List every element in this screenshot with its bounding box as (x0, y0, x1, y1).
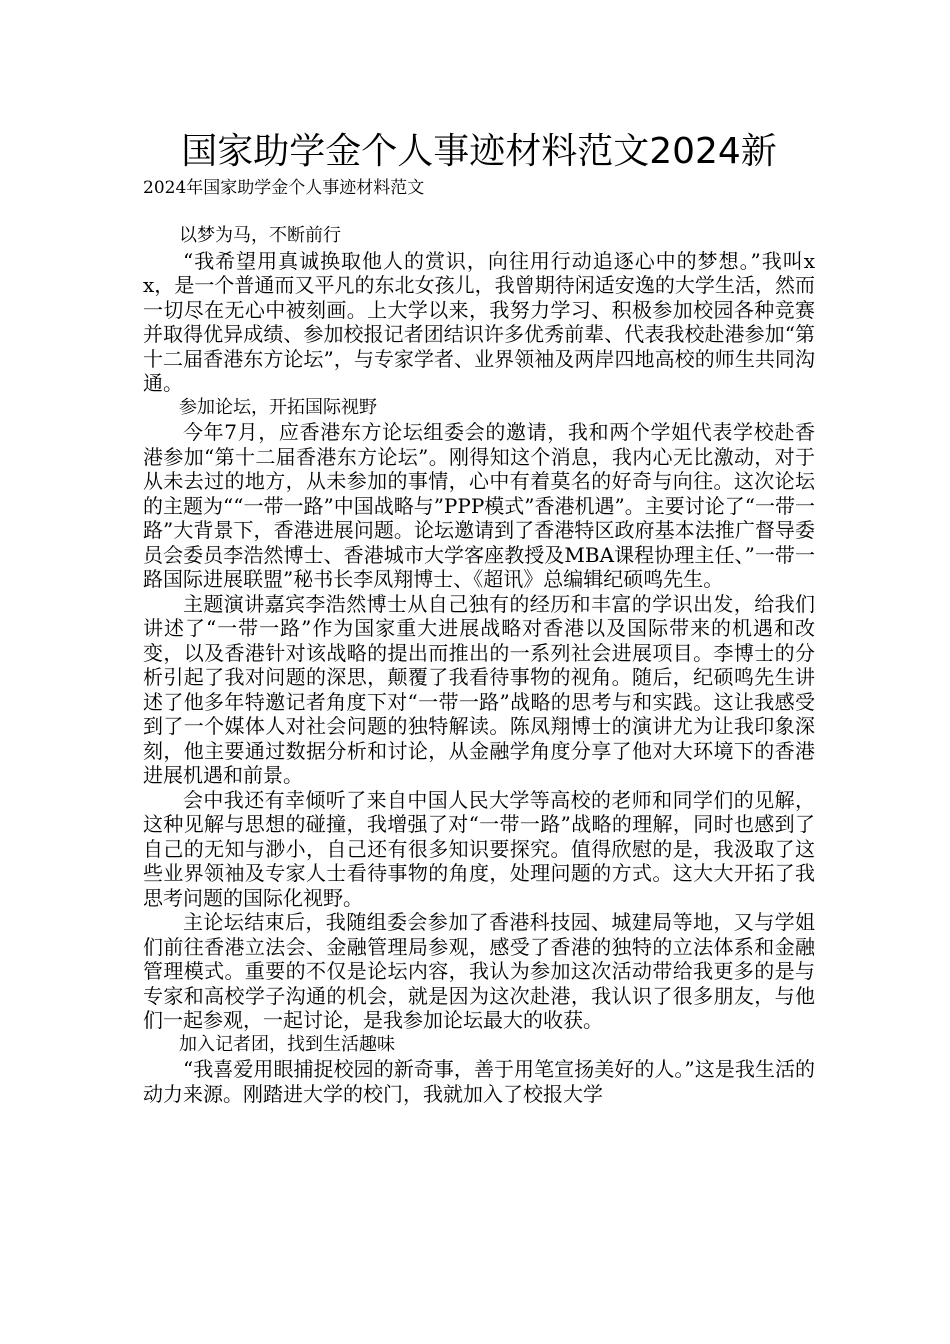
body-paragraph: 主题演讲嘉宾李浩然博士从自己独有的经历和丰富的学识出发，给我们讲述了“一带一路”作为国家重大进展战略对香港以及国际带来的机遇和改变，以及香港针对该战略的提出而推出的一系列社会进展项目。李博士的分析引起了我对问题的深思，颠覆了我看待事物的视角。随后，纪硕鸣先生讲述了他多年特邀记者角度下对“一带一路”战略的思考与和实践。这让我感受到了一个媒体人对社会问题的独特解读。陈凤翔博士的演讲尤为让我印象深刻，他主要通过数据分析和讨论，从金融学角度分享了他对大环境下的香港进展机遇和前景。 (143, 591, 815, 787)
body-paragraph: 会中我还有幸倾听了来自中国人民大学等高校的老师和同学们的见解，这种见解与思想的碰撞，我增强了对“一带一路”战略的理解，同时也感到了自己的无知与渺小，自己还有很多知识要探究。值得欣慰的是，我汲取了这些业界领袖及专家人士看待事物的角度，处理问题的方式。这大大开拓了我思考问题的国际化视野。 (143, 787, 815, 910)
body-paragraph: 今年7月，应香港东方论坛组委会的邀请，我和两个学姐代表学校赴香港参加“第十二届香港东方论坛”。刚得知这个消息，我内心无比激动，对于从未去过的地方，从未参加的事情，心中有着莫名的好奇与向往。这次论坛的主题为““一带一路”中国战略与”PPP模式”香港机遇”。主要讨论了“一带一路”大背景下，香港进展问题。论坛邀请到了香港特区政府基本法推广督导委员会委员李浩然博士、香港城市大学客座教授及MBA课程协理主任、”一带一路国际进展联盟”秘书长李凤翔博士、《超讯》总编辑纪硕鸣先生。 (143, 420, 815, 591)
section-heading: 参加论坛，开拓国际视野 (179, 396, 377, 418)
document-subtitle: 2024年国家助学金个人事迹材料范文 (143, 178, 425, 198)
document-page (143, 128, 815, 1106)
body-paragraph: “我喜爱用眼捕捉校园的新奇事，善于用笔宣扬美好的人。”这是我生活的动力来源。刚踏进大学的校门，我就加入了校报大学 (143, 1057, 815, 1106)
body-paragraph: 主论坛结束后，我随组委会参加了香港科技园、城建局等地，又与学姐们前往香港立法会、金融管理局参观，感受了香港的独特的立法体系和金融管理模式。重要的不仅是论坛内容，我认为参加这次活动带给我更多的是与专家和高校学子沟通的机会，就是因为这次赴港，我认识了很多朋友，与他们一起参观，一起讨论，是我参加论坛最大的收获。 (143, 910, 815, 1032)
section-heading: 加入记者团，找到生活趣味 (179, 1033, 395, 1055)
section-heading: 以梦为马，不断前行 (179, 225, 341, 246)
body-paragraph: “我希望用真诚换取他人的赏识，向往用行动追逐心中的梦想。”我叫xx，是一个普通而又平凡的东北女孩儿，我曾期待闲适安逸的大学生活，然而一切尽在无心中被刻画。上大学以来，我努力学习、积极参加校园各种竞赛并取得优异成绩、参加校报记者团结识许多优秀前辈、代表我校赴港参加“第十二届香港东方论坛”，与专家学者、业界领袖及两岸四地高校的师生共同沟通。 (143, 248, 815, 395)
document-title: 国家助学金个人事迹材料范文2024新 (181, 131, 777, 172)
